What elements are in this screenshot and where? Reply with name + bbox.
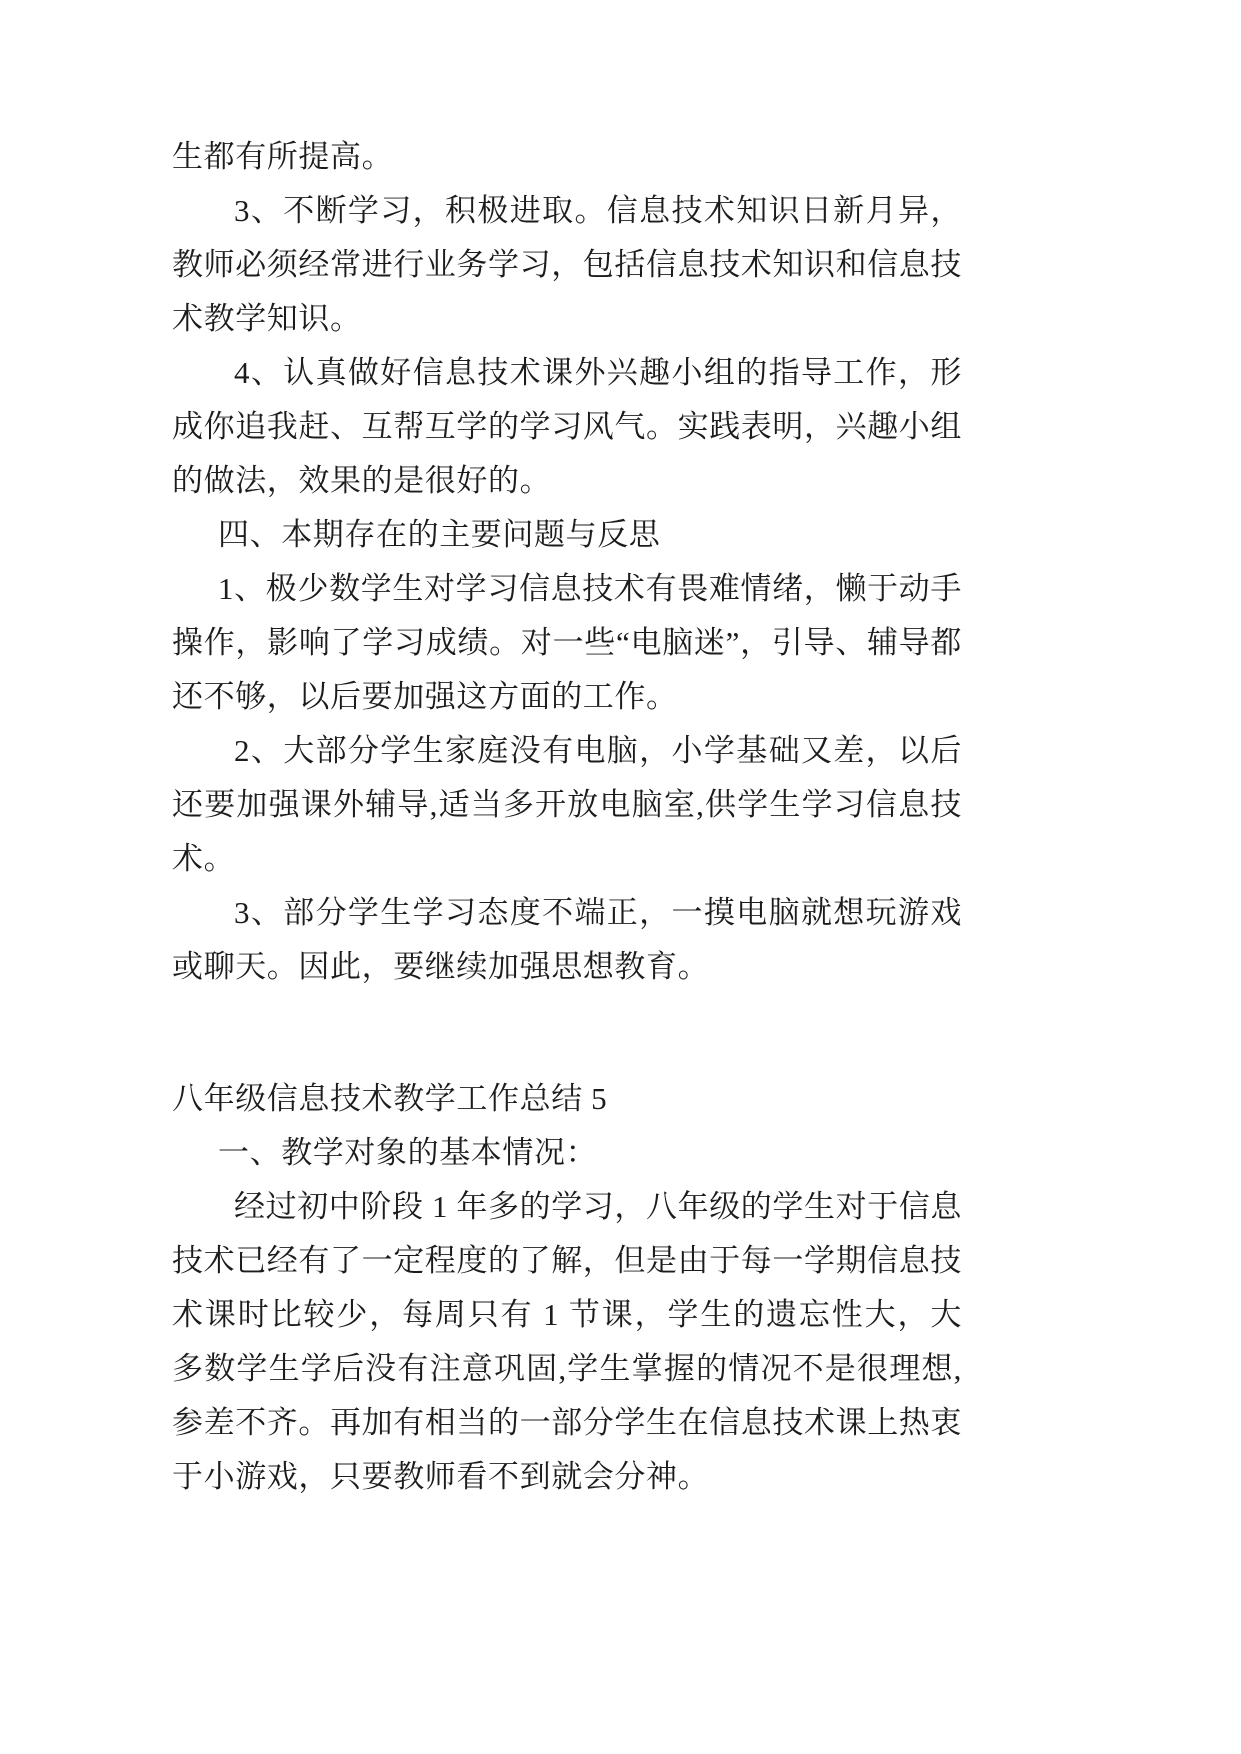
paragraph-item-4: 4、认真做好信息技术课外兴趣小组的指导工作，形成你追我赶、互帮互学的学习风气。实践表明，兴趣小组的做法，效果的是很好的。	[172, 355, 962, 498]
document-body	[172, 130, 962, 1504]
paragraph-problem-3: 3、部分学生学习态度不端正，一摸电脑就想玩游戏或聊天。因此，要继续加强思想教育。	[172, 895, 962, 984]
paragraph-student-situation: 经过初中阶段 1 年多的学习，八年级的学生对于信息技术已经有了一定程度的了解，但是由于每一学期信息技术课时比较少，每周只有 1 节课，学生的遗忘性大，大多数学生学后没有注意巩固,学生掌握的情况不是很理想,参差不齐。再加有相当的一部分学生在信息技术课上热衷于小游戏，只要教师看不到就会分神。	[172, 1189, 962, 1494]
paragraph-continuation: 生都有所提高。	[172, 139, 394, 174]
subheading-teaching-target: 一、教学对象的基本情况：	[218, 1135, 598, 1170]
paragraph-problem-1: 1、极少数学生对学习信息技术有畏难情绪，懒于动手操作，影响了学习成绩。对一些“电脑迷”，引导、辅导都还不够，以后要加强这方面的工作。	[172, 571, 962, 714]
heading-section-four: 四、本期存在的主要问题与反思	[218, 517, 661, 552]
section-title: 八年级信息技术教学工作总结 5	[172, 1081, 608, 1116]
paragraph-item-3: 3、不断学习，积极进取。信息技术知识日新月异，教师必须经常进行业务学习，包括信息技术知识和信息技术教学知识。	[172, 193, 962, 336]
paragraph-problem-2: 2、大部分学生家庭没有电脑，小学基础又差，以后还要加强课外辅导,适当多开放电脑室,供学生学习信息技术。	[172, 733, 962, 876]
section-spacer	[172, 994, 962, 1072]
